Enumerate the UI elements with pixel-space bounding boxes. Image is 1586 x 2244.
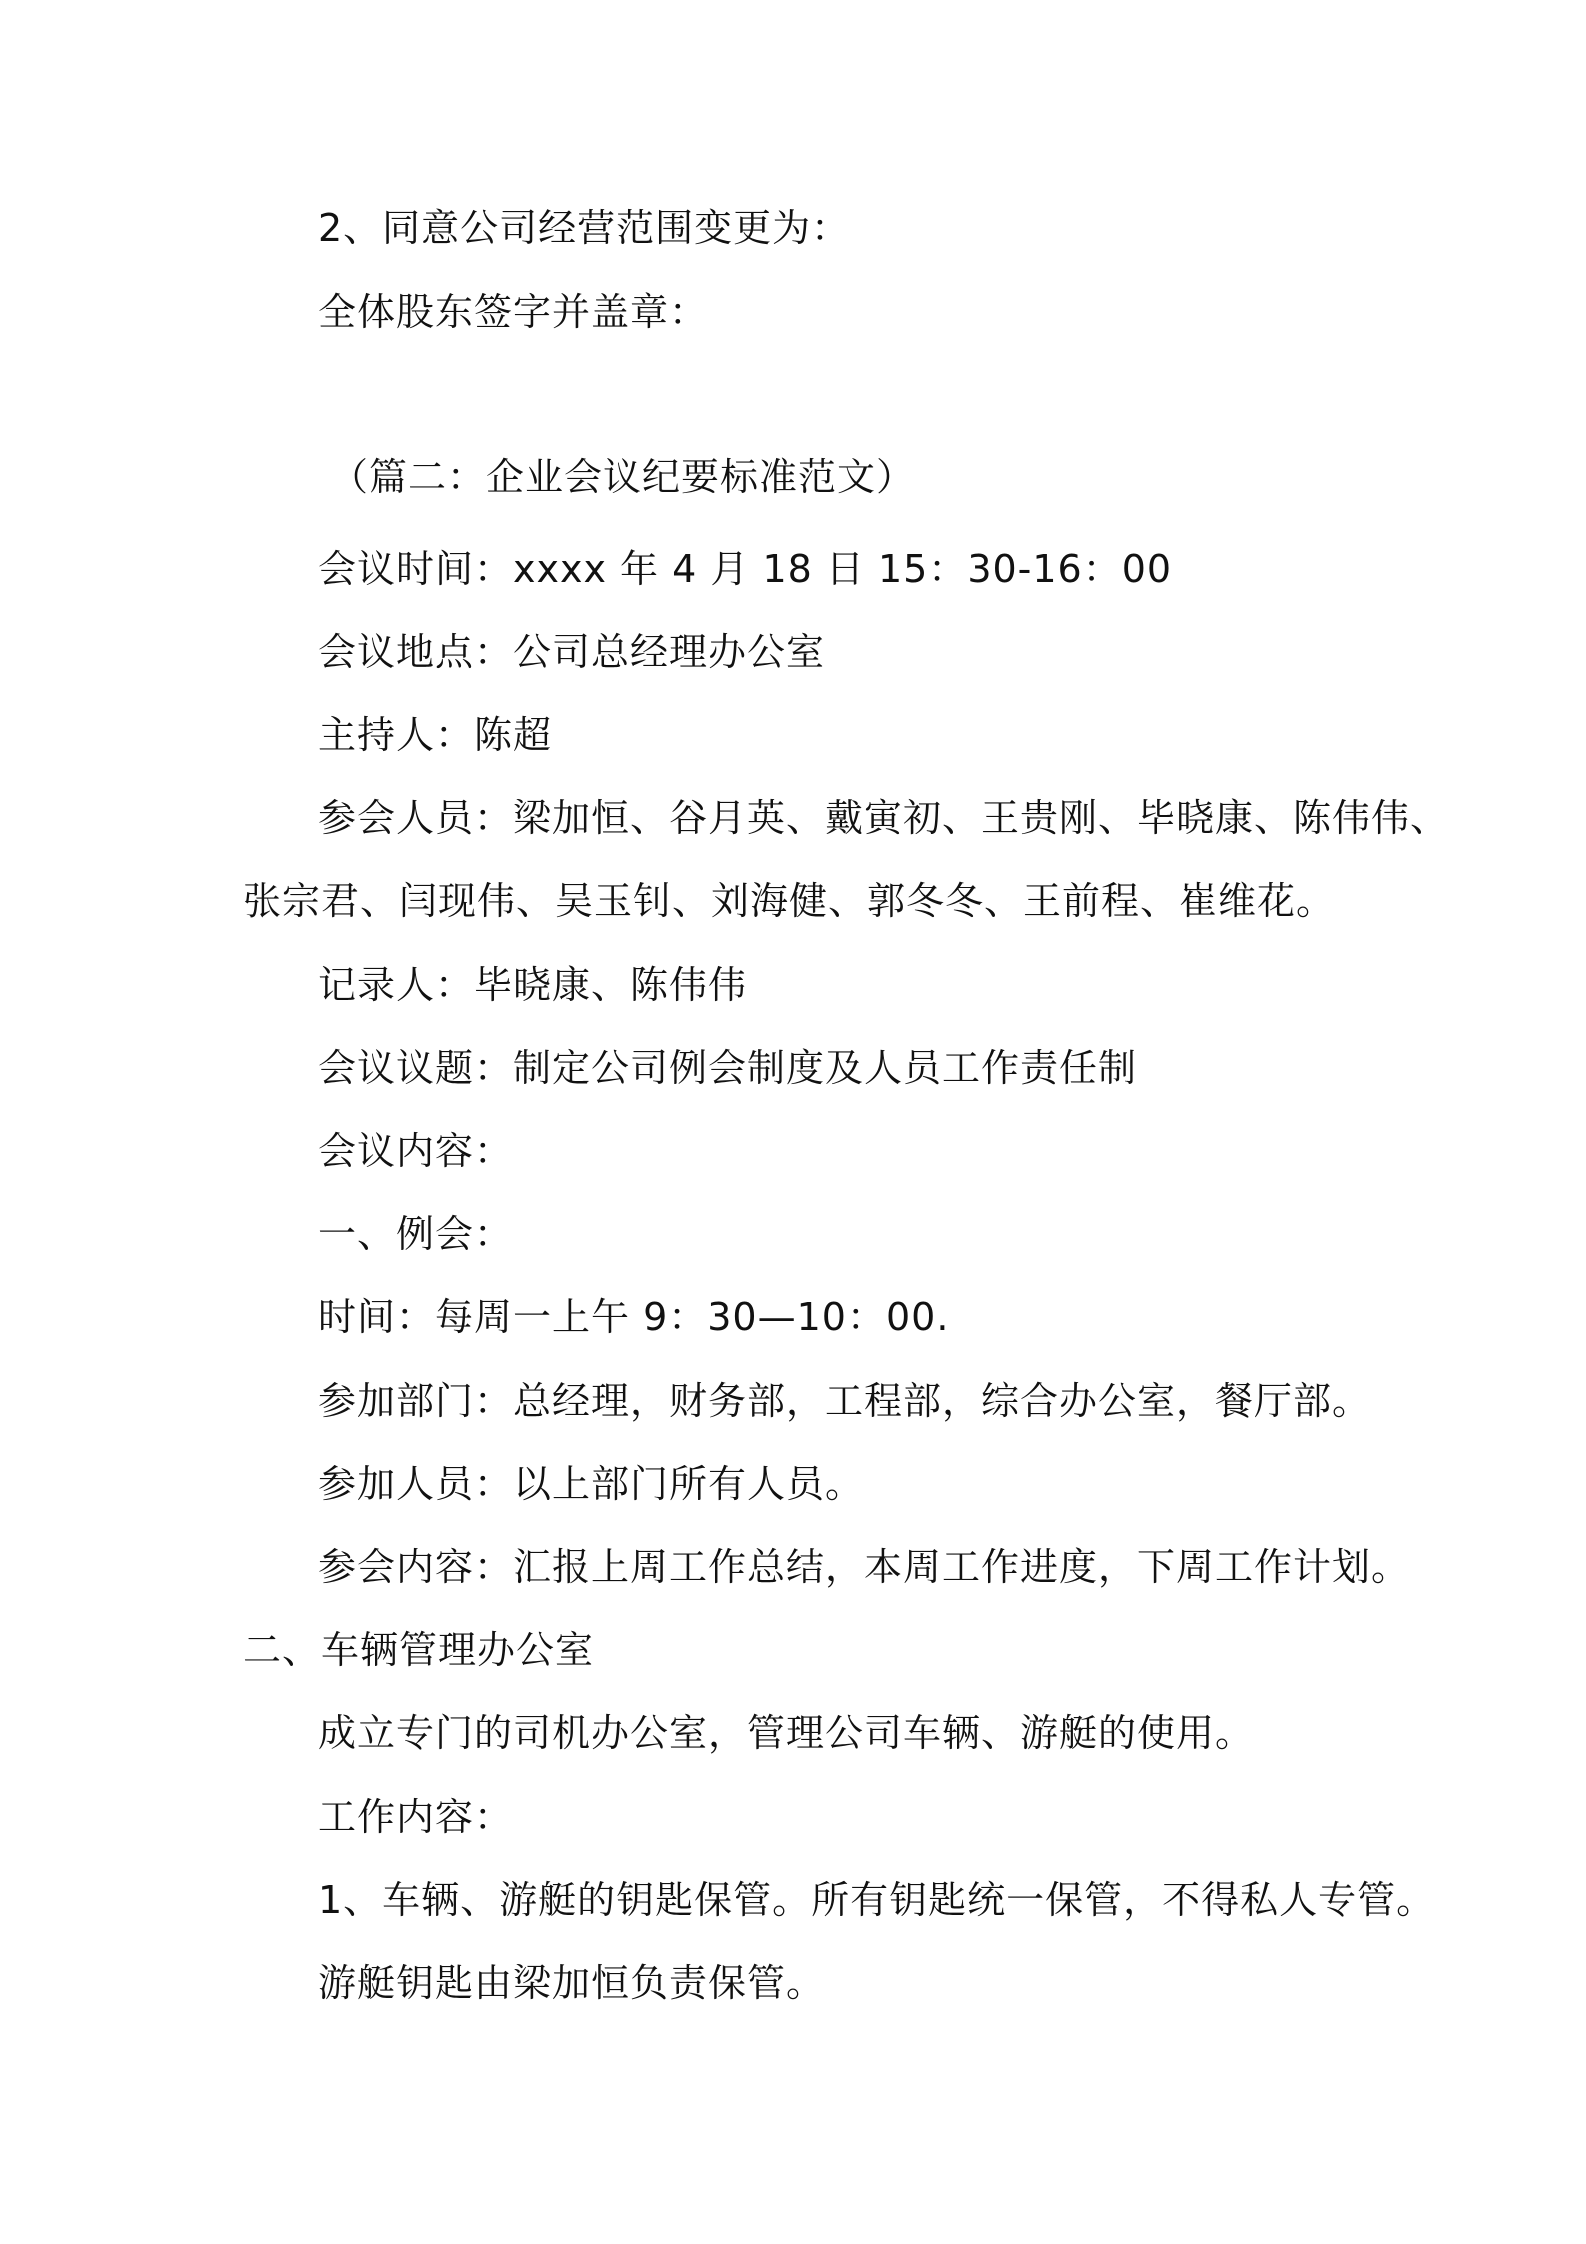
text-line-key-custody: 1、车辆、游艇的钥匙保管。所有钥匙统一保管，不得私人专管。 xyxy=(318,1878,1436,1922)
text-line-agenda: 参会内容：汇报上周工作总结，本周工作进度，下周工作计划。 xyxy=(318,1545,1411,1589)
text-line-departments: 参加部门：总经理，财务部，工程部，综合办公室，餐厅部。 xyxy=(318,1379,1372,1423)
text-line-attendees: 参会人员：梁加恒、谷月英、戴寅初、王贵刚、毕晓康、陈伟伟、 xyxy=(318,796,1450,840)
text-line-content-label: 会议内容： xyxy=(318,1129,514,1173)
text-line-participants: 参加人员：以上部门所有人员。 xyxy=(318,1462,865,1506)
text-line-signature: 全体股东签字并盖章： xyxy=(318,290,709,334)
text-line-vehicle-office: 二、车辆管理办公室 xyxy=(243,1628,595,1672)
text-line-host: 主持人：陈超 xyxy=(318,713,553,757)
text-line-work-content: 工作内容： xyxy=(318,1795,514,1839)
section-title: （篇二：企业会议纪要标准范文） xyxy=(330,455,916,499)
text-line-meeting-place: 会议地点：公司总经理办公室 xyxy=(318,630,826,674)
text-line-meeting-time: 会议时间：xxxx 年 4 月 18 日 15：30-16：00 xyxy=(318,547,1173,591)
text-line-recorder: 记录人：毕晓康、陈伟伟 xyxy=(318,963,748,1007)
text-line-schedule: 时间：每周一上午 9：30—10：00. xyxy=(318,1295,950,1339)
text-line-topic: 会议议题：制定公司例会制度及人员工作责任制 xyxy=(318,1046,1138,1090)
text-line-regular-meeting: 一、例会： xyxy=(318,1212,514,1256)
text-line-driver-office: 成立专门的司机办公室，管理公司车辆、游艇的使用。 xyxy=(318,1711,1255,1755)
text-line-attendees-cont: 张宗君、闫现伟、吴玉钊、刘海健、郭冬冬、王前程、崔维花。 xyxy=(243,879,1336,923)
text-line-yacht-key: 游艇钥匙由梁加恒负责保管。 xyxy=(318,1961,826,2005)
text-line-resolution-2: 2、同意公司经营范围变更为： xyxy=(318,206,851,250)
